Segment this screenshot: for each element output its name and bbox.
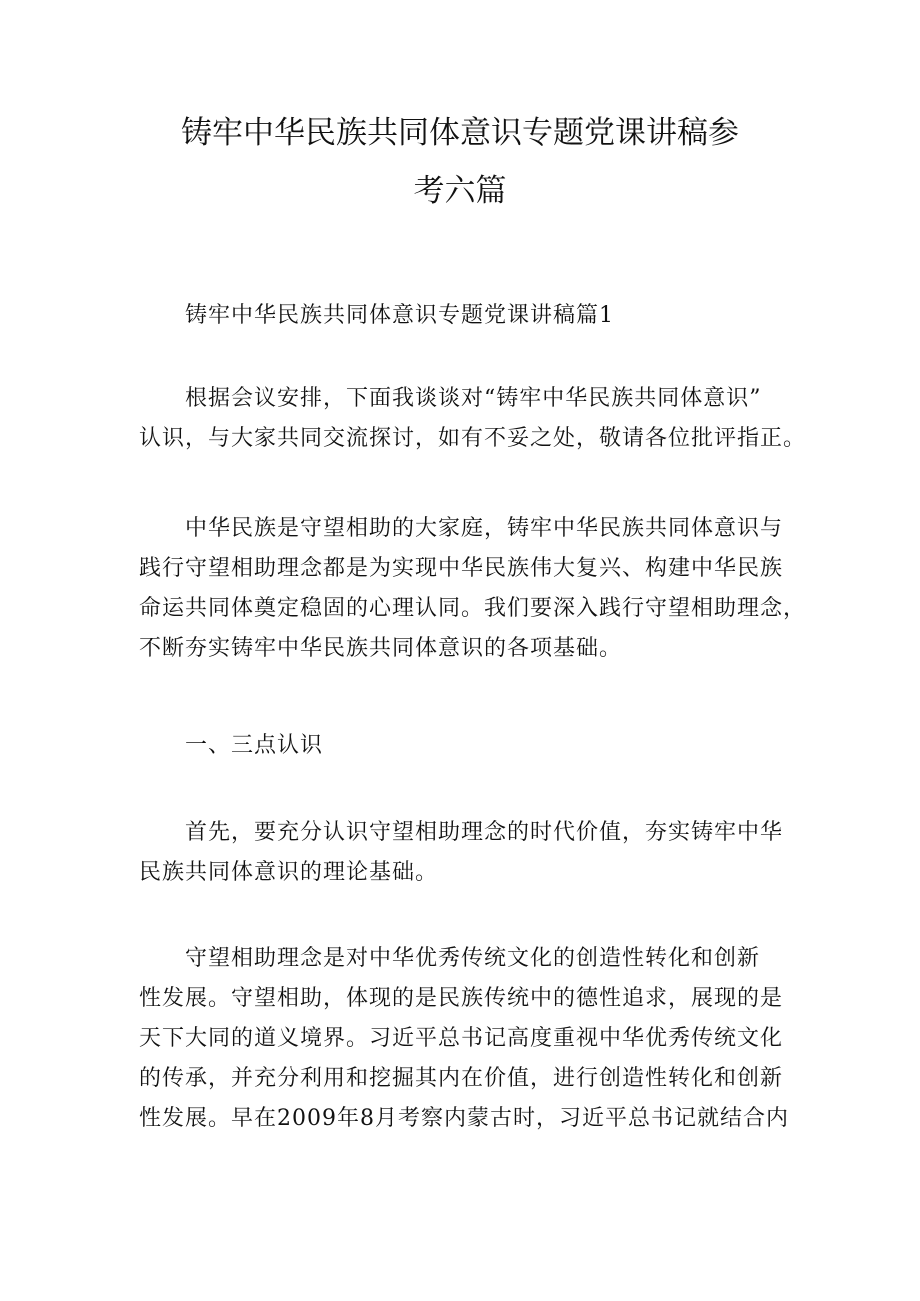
paragraph-family — [139, 509, 807, 669]
paragraph-line: 中华民族是守望相助的大家庭，铸牢中华民族共同体意识与 — [185, 516, 784, 541]
paragraph-line: 一、三点认识 — [185, 733, 324, 758]
paragraph-line: 守望相助理念是对中华优秀传统文化的创造性转化和创新 — [185, 946, 761, 971]
paragraph-line: 性发展。早在2009年8月考察内蒙古时，习近平总书记就结合内 — [139, 1106, 789, 1131]
paragraph-line: 首先，要充分认识守望相助理念的时代价值，夯实铸牢中华 — [185, 820, 784, 845]
paragraph-line: 的传承，并充分利用和挖掘其内在价值，进行创造性转化和创新 — [139, 1066, 784, 1091]
paragraph-line: 命运共同体奠定稳固的心理认同。我们要深入践行守望相助理念， — [139, 596, 807, 621]
subheading-three-points — [139, 726, 789, 766]
title-line: 铸牢中华民族共同体意识专题党课讲稿参 — [181, 115, 739, 151]
paragraph-intro — [139, 379, 807, 459]
paragraph-line: 不断夯实铸牢中华民族共同体意识的各项基础。 — [139, 636, 623, 661]
title-line: 考六篇 — [413, 173, 507, 209]
paragraph-line: 民族共同体意识的理论基础。 — [139, 860, 439, 885]
paragraph-line: 铸牢中华民族共同体意识专题党课讲稿篇1 — [185, 303, 614, 328]
paragraph-line: 践行守望相助理念都是为实现中华民族伟大复兴、构建中华民族 — [139, 556, 784, 581]
paragraph-line: 根据会议安排，下面我谈谈对“铸牢中华民族共同体意识” — [185, 386, 762, 411]
paragraph-line: 天下大同的道义境界。习近平总书记高度重视中华优秀传统文化 — [139, 1026, 784, 1051]
paragraph-mutual-help — [139, 939, 789, 1139]
document-title — [120, 104, 800, 220]
paragraph-line: 性发展。守望相助，体现的是民族传统中的德性追求，展现的是 — [139, 986, 784, 1011]
section-heading-1 — [139, 296, 789, 336]
paragraph-first-point — [139, 813, 789, 893]
paragraph-line: 认识，与大家共同交流探讨，如有不妥之处，敬请各位批评指正。 — [139, 426, 807, 451]
